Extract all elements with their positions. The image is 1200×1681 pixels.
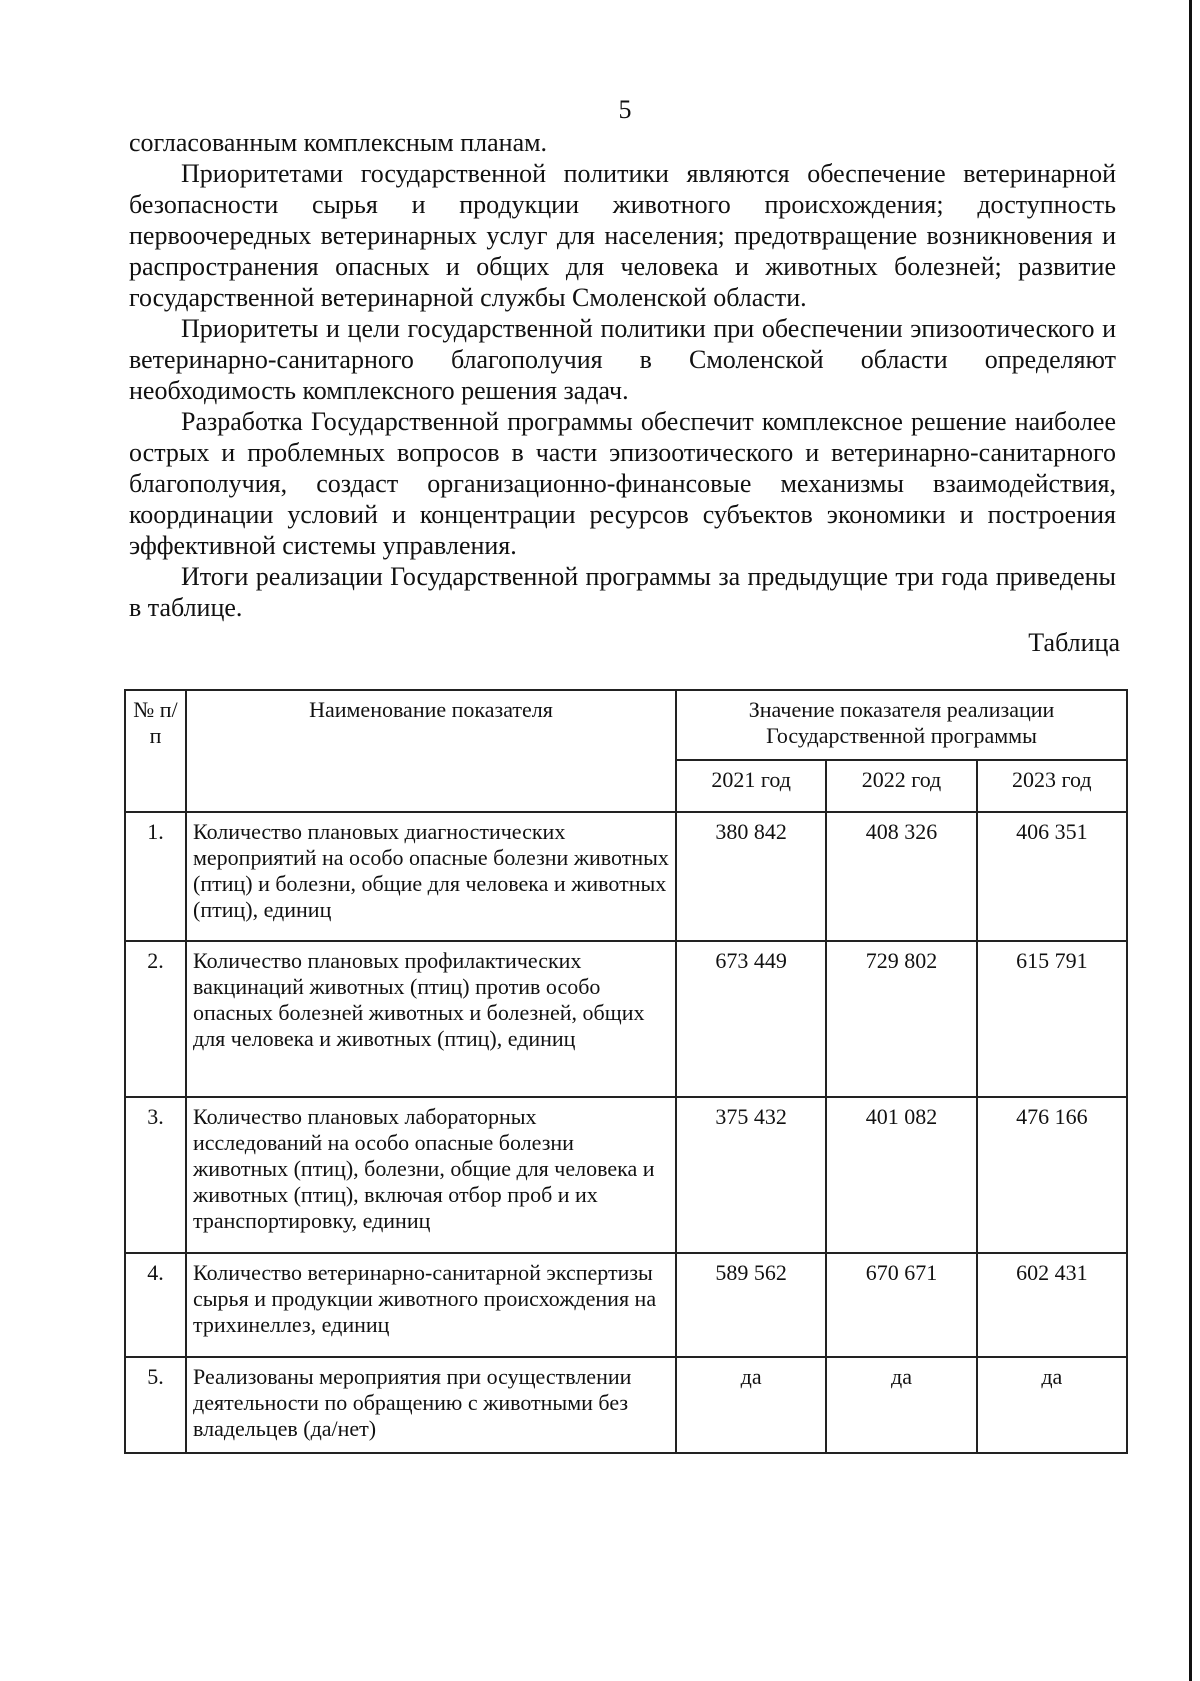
header-year-2022: 2022 год	[826, 760, 976, 812]
indicators-table	[124, 689, 1128, 1454]
row-value-2023: да	[977, 1357, 1127, 1453]
table-row	[125, 941, 1127, 1097]
row-value-2023: 406 351	[977, 812, 1127, 941]
paragraph-development: Разработка Государственной программы обеспечит комплексное решение наиболее острых и проблемных вопросов в части эпизоотического и ветеринарно-санитарного благополучия, создаст организационно-финансовые механизмы взаимодействия, координации условий и концентрации ресурсов субъектов экономики и построения эффективной системы управления.	[129, 407, 1116, 560]
row-value-2021: 380 842	[676, 812, 826, 941]
header-name: Наименование показателя	[186, 690, 676, 812]
row-value-2022: 670 671	[826, 1253, 976, 1357]
row-value-2021: 375 432	[676, 1097, 826, 1253]
header-value: Значение показателя реализации Государственной программы	[676, 690, 1127, 760]
row-num: 5.	[125, 1357, 186, 1453]
row-value-2021: 589 562	[676, 1253, 826, 1357]
row-value-2022: 729 802	[826, 941, 976, 1097]
row-name: Количество ветеринарно-санитарной экспертизы сырья и продукции животного происхождения на трихинеллез, единиц	[186, 1253, 676, 1357]
body-text	[129, 127, 1116, 623]
row-value-2023: 476 166	[977, 1097, 1127, 1253]
row-num: 1.	[125, 812, 186, 941]
scan-edge-line	[1189, 0, 1192, 1681]
row-num: 4.	[125, 1253, 186, 1357]
row-value-2023: 615 791	[977, 941, 1127, 1097]
row-num: 3.	[125, 1097, 186, 1253]
header-year-2023: 2023 год	[977, 760, 1127, 812]
row-name: Количество плановых профилактических вакцинаций животных (птиц) против особо опасных болезней животных и болезней, общих для человека и животных (птиц), единиц	[186, 941, 676, 1097]
table-header-row	[125, 690, 1127, 760]
row-value-2022: 401 082	[826, 1097, 976, 1253]
row-name: Реализованы мероприятия при осуществлении деятельности по обращению с животными без владельцев (да/нет)	[186, 1357, 676, 1453]
paragraph-continuation: согласованным комплексным планам.	[129, 128, 548, 157]
row-num: 2.	[125, 941, 186, 1097]
row-value-2021: 673 449	[676, 941, 826, 1097]
table-row	[125, 1357, 1127, 1453]
page-number: 5	[618, 95, 632, 124]
header-num: № п/п	[125, 690, 186, 812]
row-value-2021: да	[676, 1357, 826, 1453]
header-year-2021: 2021 год	[676, 760, 826, 812]
row-value-2023: 602 431	[977, 1253, 1127, 1357]
table-row	[125, 1097, 1127, 1253]
table-row	[125, 1253, 1127, 1357]
paragraph-priorities: Приоритетами государственной политики являются обеспечение ветеринарной безопасности сырья и продукции животного происхождения; доступность первоочередных ветеринарных услуг для населения; предотвращение возникновения и распространения опасных и общих для человека и животных болезней; развитие государственной ветеринарной службы Смоленской области.	[129, 159, 1116, 312]
paragraph-results: Итоги реализации Государственной программы за предыдущие три года приведены в таблице.	[129, 562, 1116, 622]
row-value-2022: 408 326	[826, 812, 976, 941]
table-caption: Таблица	[1028, 628, 1120, 657]
table-row	[125, 812, 1127, 941]
row-value-2022: да	[826, 1357, 976, 1453]
paragraph-goals: Приоритеты и цели государственной политики при обеспечении эпизоотического и ветеринарно-санитарного благополучия в Смоленской области определяют необходимость комплексного решения задач.	[129, 314, 1116, 405]
row-name: Количество плановых лабораторных исследований на особо опасные болезни животных (птиц), болезни, общие для человека и животных (птиц), включая отбор проб и их транспортировку, единиц	[186, 1097, 676, 1253]
row-name: Количество плановых диагностических мероприятий на особо опасные болезни животных (птиц) и болезни, общие для человека и животных (птиц), единиц	[186, 812, 676, 941]
